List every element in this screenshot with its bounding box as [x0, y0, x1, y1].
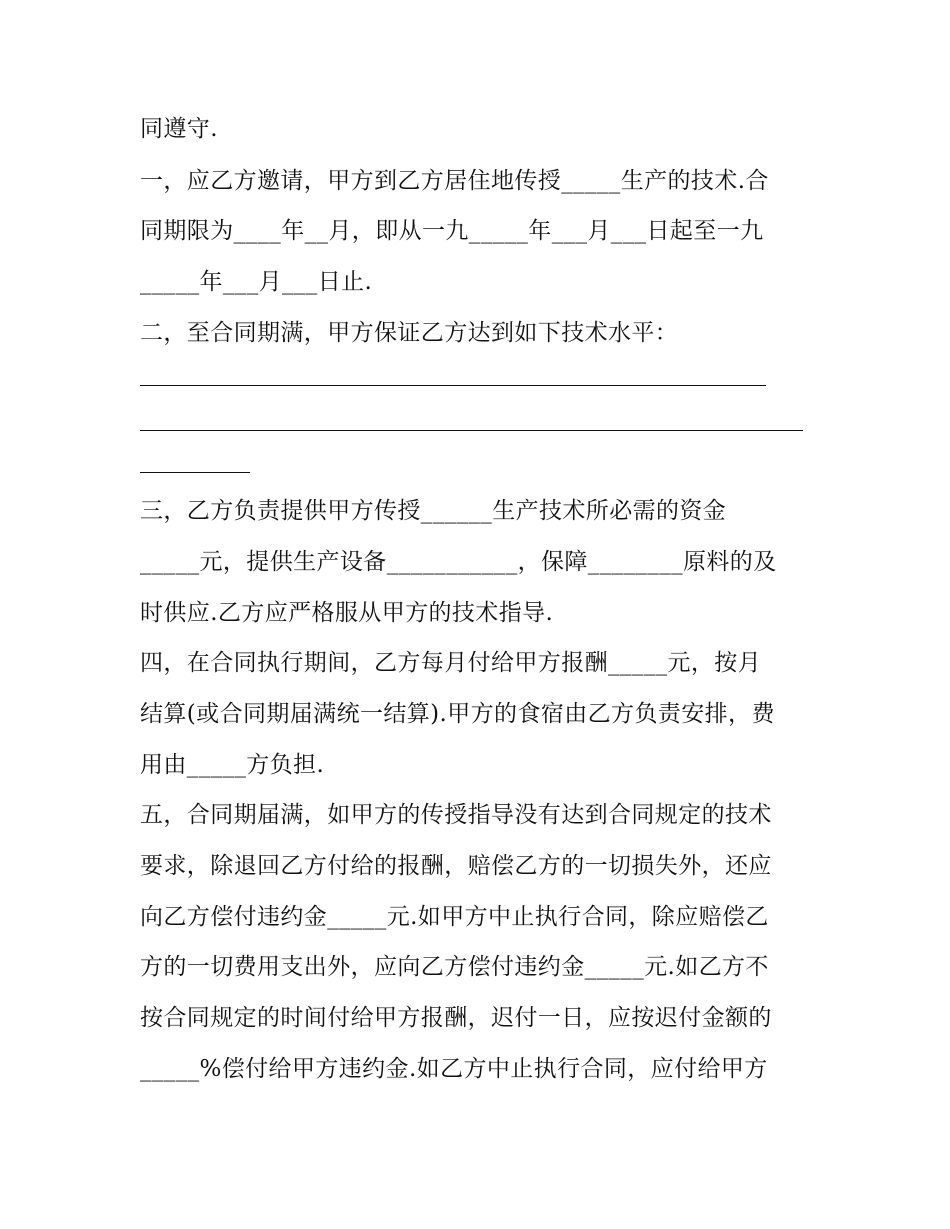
- clause-1-line-2: 同期限为____年__月，即从一九_____年___月___日起至一九: [140, 218, 764, 244]
- clause-4-line-1: 四，在合同执行期间，乙方每月付给甲方报酬_____元，按月: [140, 650, 762, 676]
- blank-fill-line-3: [140, 472, 250, 473]
- clause-3-line-1: 三，乙方负责提供甲方传授______生产技术所必需的资金: [140, 498, 727, 524]
- clause-4-line-2: 结算(或合同期届满统一结算).甲方的食宿由乙方负责安排，费: [140, 701, 775, 727]
- clause-5-line-4: 方的一切费用支出外，应向乙方偿付违约金_____元.如乙方不: [140, 954, 769, 980]
- clause-3-line-3: 时供应.乙方应严格服从甲方的技术指导.: [140, 600, 554, 626]
- blank-fill-line-1: [140, 385, 766, 386]
- clause-5-line-6: _____%偿付给甲方违约金.如乙方中止执行合同，应付给甲方: [140, 1056, 768, 1082]
- clause-3-line-2: _____元，提供生产设备___________，保障________原料的及: [140, 549, 777, 575]
- clause-5-line-3: 向乙方偿付违约金_____元.如甲方中止执行合同，除应赔偿乙: [140, 904, 769, 930]
- clause-5-line-2: 要求，除退回乙方付给的报酬，赔偿乙方的一切损失外，还应: [140, 853, 772, 879]
- clause-5-line-1: 五，合同期届满，如甲方的传授指导没有达到合同规定的技术: [140, 802, 772, 828]
- text-line-continuation: 同遵守.: [140, 116, 218, 142]
- clause-2-line-1: 二，至合同期满，甲方保证乙方达到如下技术水平：: [140, 320, 679, 346]
- blank-fill-line-2: [140, 430, 803, 431]
- clause-5-line-5: 按合同规定的时间付给甲方报酬，迟付一日，应按迟付金额的: [140, 1005, 772, 1031]
- clause-1-line-1: 一，应乙方邀请，甲方到乙方居住地传授_____生产的技术.合: [140, 168, 769, 194]
- clause-1-line-3: _____年___月___日止.: [140, 269, 373, 295]
- clause-4-line-3: 用由_____方负担.: [140, 752, 325, 778]
